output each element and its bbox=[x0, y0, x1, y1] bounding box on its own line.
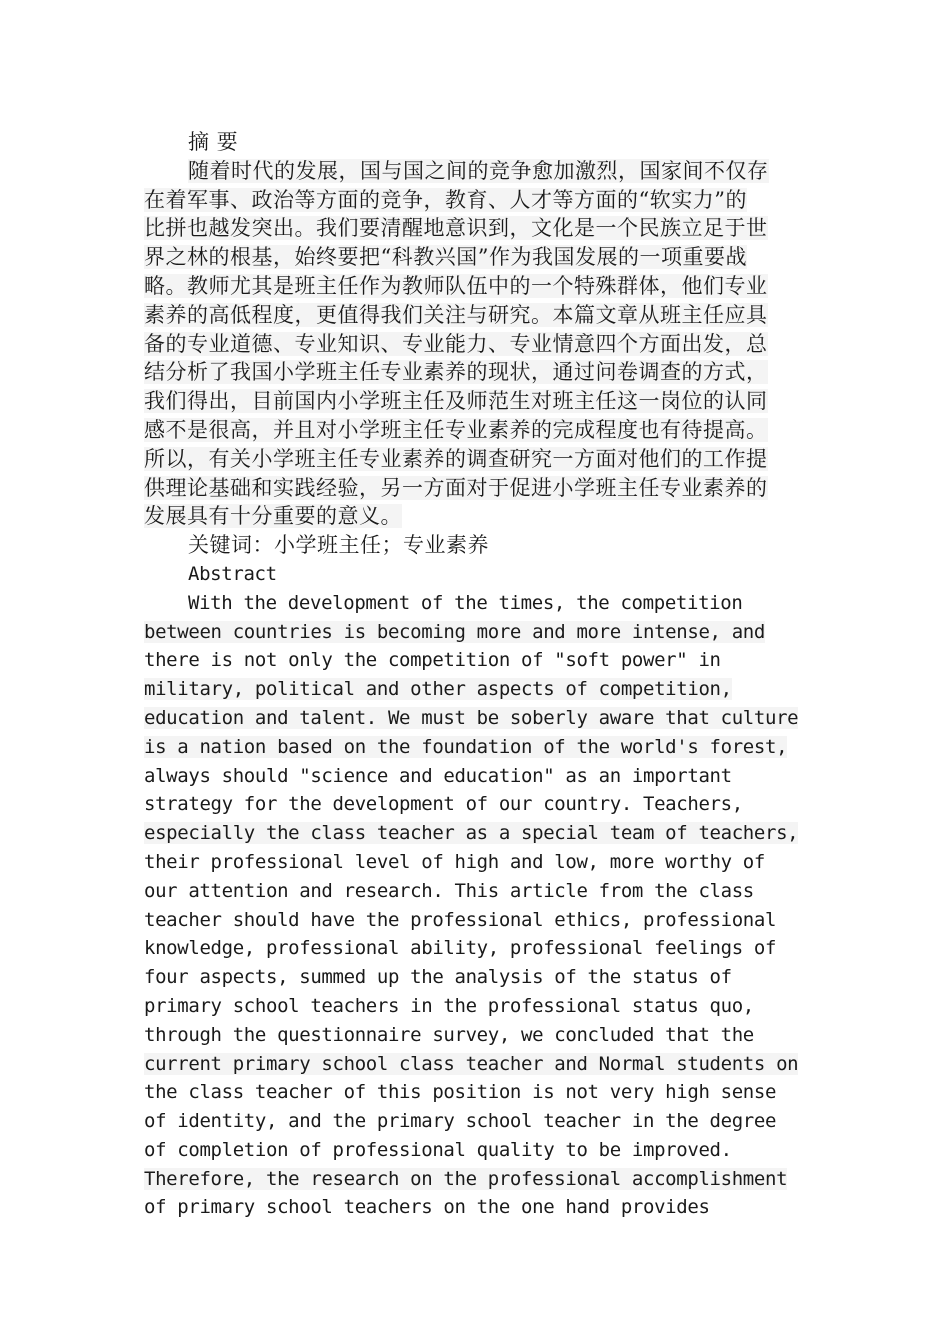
abstract-en-line: current primary school class teacher and Normal students on bbox=[144, 1052, 799, 1075]
abstract-zh-line: 在着军事、政治等方面的竞争，教育、人才等方面的“软实力”的 bbox=[144, 187, 747, 212]
abstract-zh-line: 供理论基础和实践经验，另一方面对于促进小学班主任专业素养的 bbox=[144, 475, 768, 500]
abstract-en-line: military, political and other aspects of competition, bbox=[144, 678, 732, 701]
abstract-zh-line: 感不是很高，并且对小学班主任专业素养的完成程度也有待提高。 bbox=[144, 417, 768, 442]
abstract-en-line: of identity, and the primary school teacher in the degree bbox=[144, 1110, 777, 1133]
abstract-en-line: their professional level of high and low, more worthy of bbox=[144, 850, 765, 873]
abstract-en-line: always should "science and education" as an important bbox=[144, 764, 732, 787]
abstract-zh-line: 略。教师尤其是班主任作为教师队伍中的一个特殊群体，他们专业 bbox=[144, 273, 768, 298]
abstract-en-line: education and talent. We must be soberly aware that culture bbox=[144, 706, 799, 729]
abstract-en-line: there is not only the competition of "soft power" in bbox=[144, 649, 721, 672]
abstract-en-line: With the development of the times, the competition bbox=[188, 591, 743, 614]
abstract-en-line: through the questionnaire survey, we concluded that the bbox=[144, 1023, 754, 1046]
abstract-zh-line: 发展具有十分重要的意义。 bbox=[144, 504, 402, 529]
abstract-en-line: primary school teachers in the professional status quo, bbox=[144, 994, 754, 1017]
abstract-en-line: between countries is becoming more and more intense, and bbox=[144, 620, 765, 643]
abstract-en-line: is a nation based on the foundation of the world's forest, bbox=[144, 735, 788, 758]
abstract-en-heading: Abstract bbox=[188, 562, 277, 585]
abstract-en-line: of primary school teachers on the one hand provides bbox=[144, 1196, 710, 1219]
abstract-zh-line: 结分析了我国小学班主任专业素养的现状，通过问卷调查的方式， bbox=[144, 360, 768, 385]
abstract-en-line: four aspects, summed up the analysis of the status of bbox=[144, 966, 732, 989]
document-body bbox=[144, 128, 806, 1222]
abstract-en-line: our attention and research. This article from the class bbox=[144, 879, 754, 902]
abstract-en-line: of completion of professional quality to be improved. bbox=[144, 1138, 732, 1161]
abstract-zh-line: 备的专业道德、专业知识、专业能力、专业情意四个方面出发，总 bbox=[144, 331, 768, 356]
abstract-zh-line: 我们得出，目前国内小学班主任及师范生对班主任这一岗位的认同 bbox=[144, 389, 768, 414]
abstract-en-line: the class teacher of this position is not very high sense bbox=[144, 1081, 777, 1104]
abstract-zh-line: 随着时代的发展，国与国之间的竞争愈加激烈，国家间不仅存 bbox=[188, 158, 769, 183]
abstract-zh-line: 所以，有关小学班主任专业素养的调查研究一方面对他们的工作提 bbox=[144, 446, 768, 471]
abstract-en-line: strategy for the development of our country. Teachers, bbox=[144, 793, 743, 816]
abstract-zh-keywords: 关键词：小学班主任；专业素养 bbox=[188, 533, 489, 558]
abstract-zh-line: 素养的高低程度，更值得我们关注与研究。本篇文章从班主任应具 bbox=[144, 302, 768, 327]
abstract-en-line: Therefore, the research on the professional accomplishment bbox=[144, 1167, 788, 1190]
abstract-zh-body bbox=[144, 157, 806, 531]
abstract-zh-line: 界之林的根基，始终要把“科教兴国”作为我国发展的一项重要战 bbox=[144, 245, 747, 270]
abstract-zh-heading: 摘 要 bbox=[188, 130, 239, 154]
abstract-en-line: especially the class teacher as a special team of teachers, bbox=[144, 822, 799, 845]
abstract-zh-line: 比拼也越发突出。我们要清醒地意识到，文化是一个民族立足于世 bbox=[144, 216, 768, 241]
abstract-en-line: knowledge, professional ability, professional feelings of bbox=[144, 937, 777, 960]
abstract-en-line: teacher should have the professional ethics, professional bbox=[144, 908, 777, 931]
abstract-en-body bbox=[144, 589, 806, 1223]
